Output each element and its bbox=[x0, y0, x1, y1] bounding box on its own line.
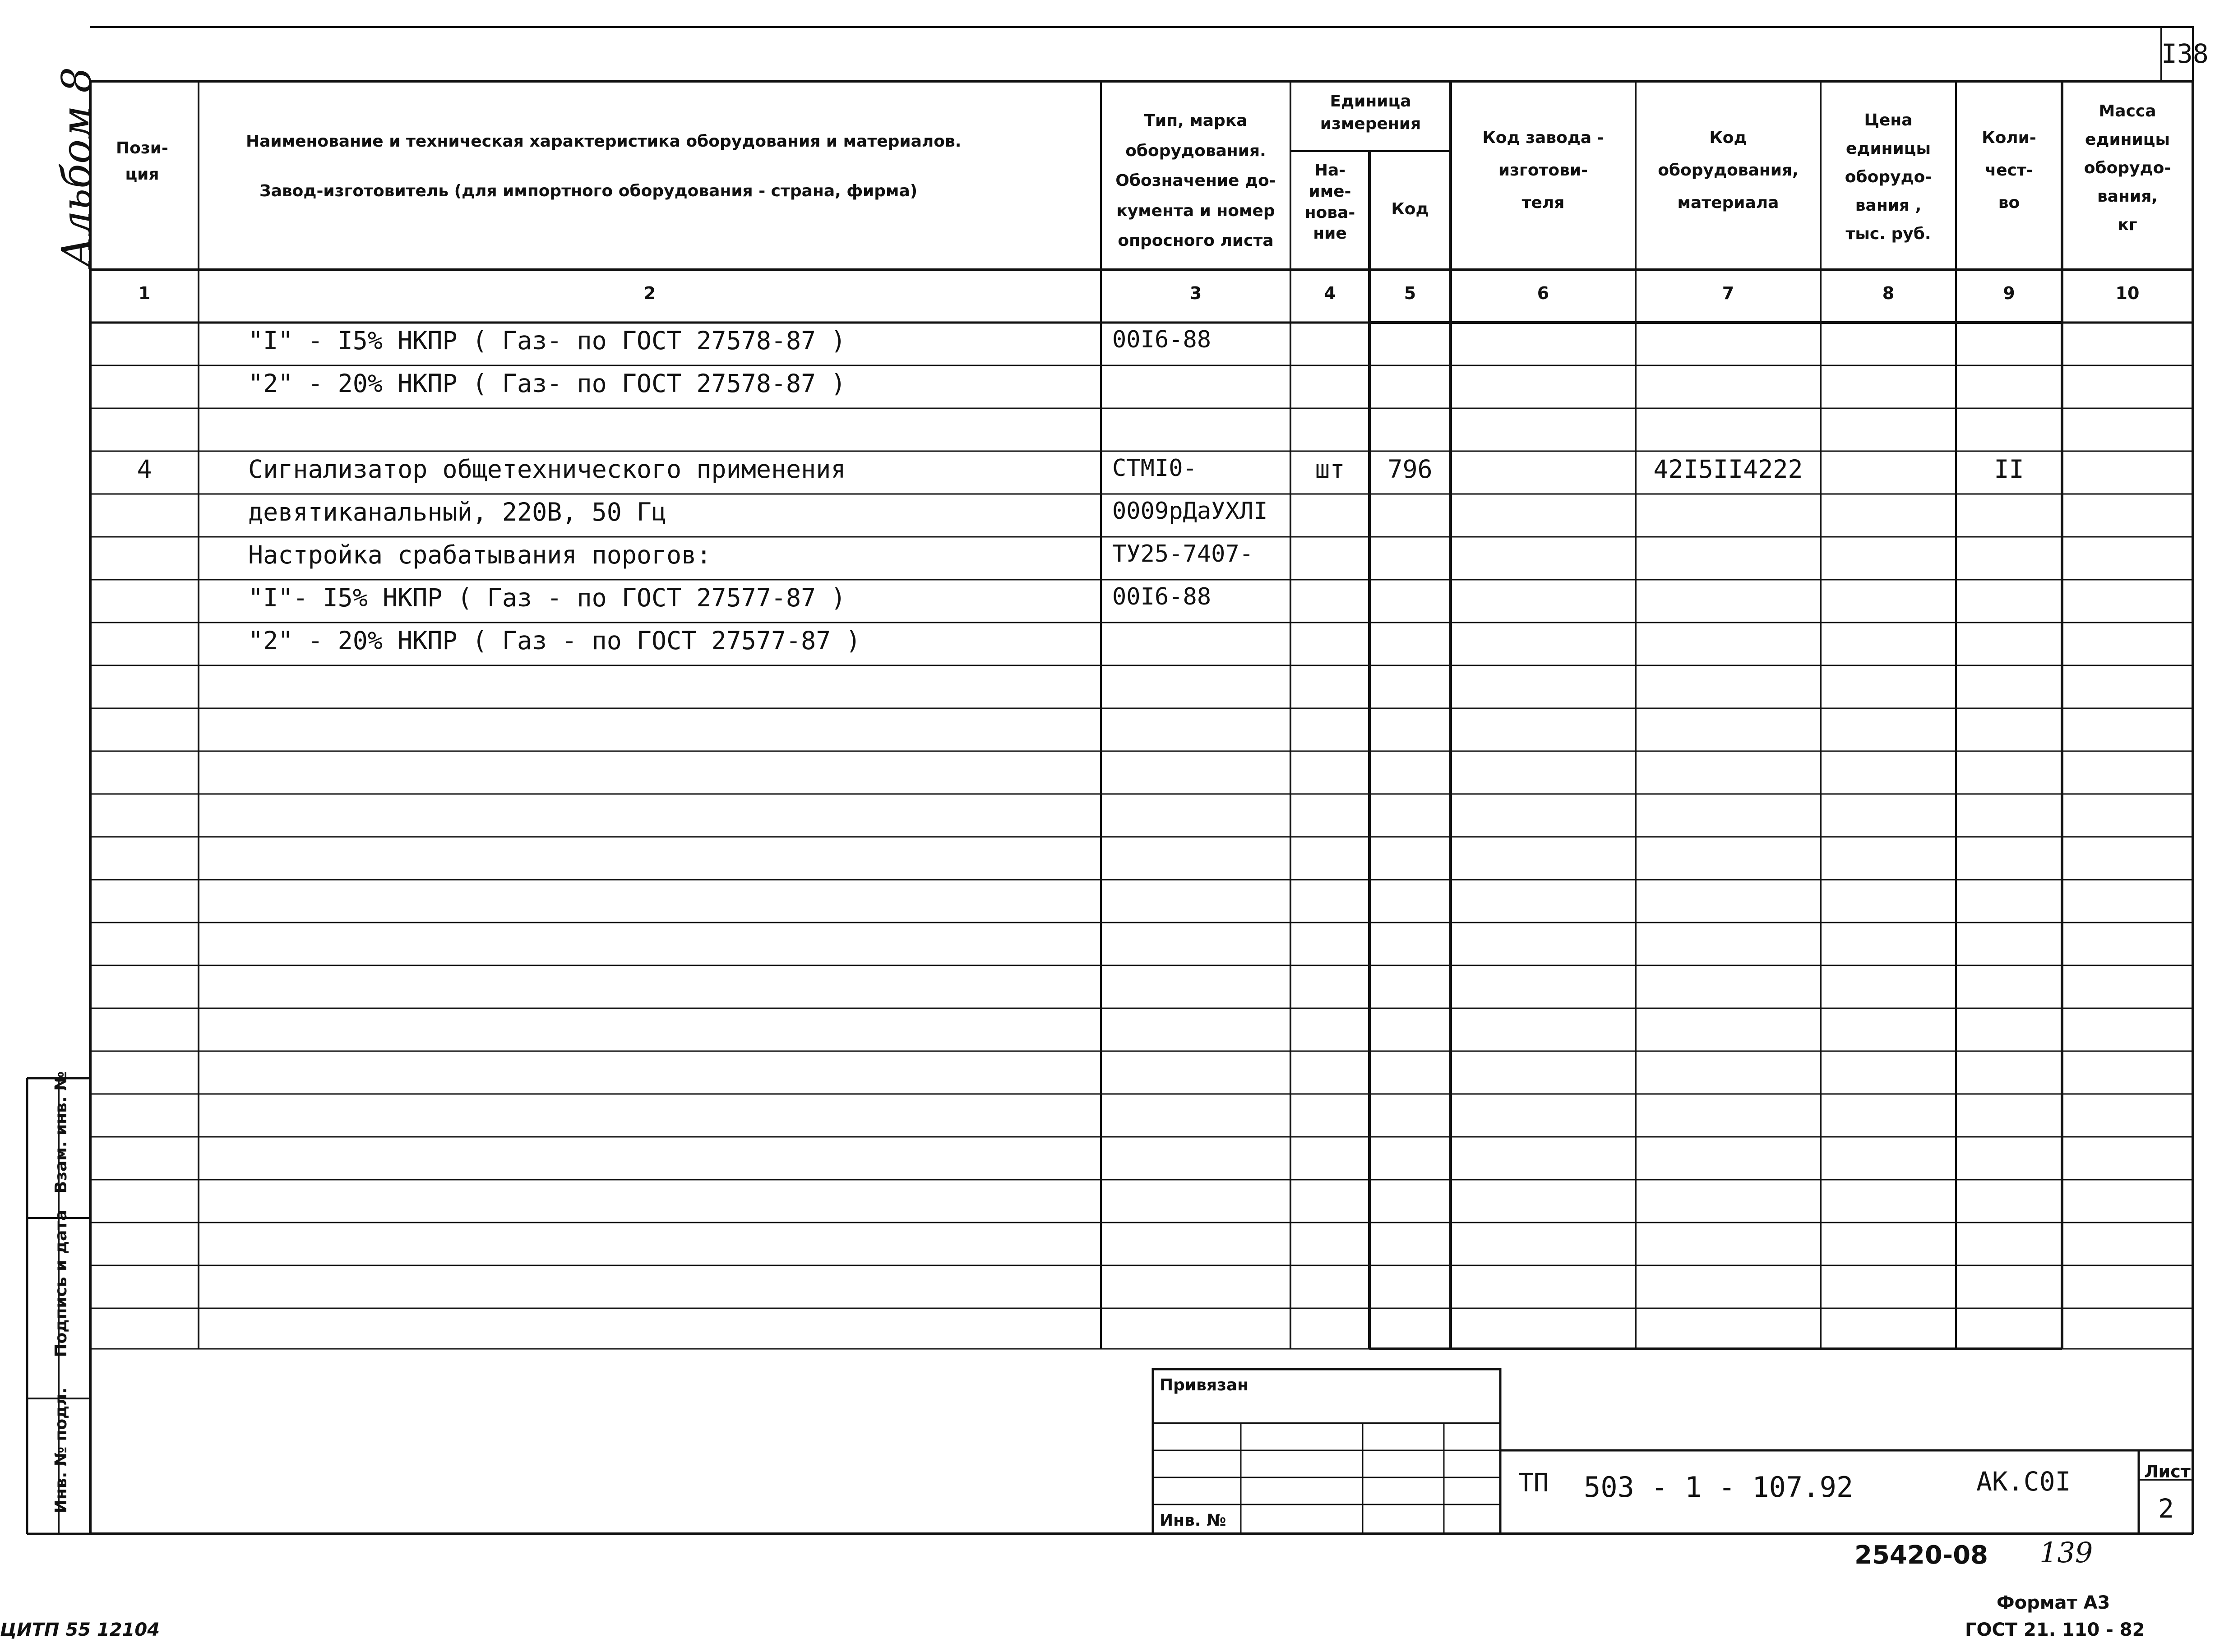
cell-name: Сигнализатор общетехнического применения bbox=[248, 455, 846, 484]
album-label: Альбом 8 bbox=[53, 67, 101, 268]
title-block-list-number: 2 bbox=[2158, 1493, 2174, 1524]
side-stamp-inv-podl: Инв. № подл. bbox=[52, 1387, 70, 1514]
cell-name: Настройка срабатывания порогов: bbox=[248, 540, 712, 569]
side-stamp-vzam-inv: Взам. инв. № bbox=[52, 1071, 70, 1194]
header-unit-group: Единица измерения bbox=[1320, 92, 1421, 134]
column-number-8: 8 bbox=[1882, 283, 1895, 303]
column-number-2: 2 bbox=[643, 283, 656, 303]
cell-type: СТМI0- bbox=[1112, 455, 1197, 482]
cell-quantity: II bbox=[1994, 455, 2024, 484]
cell-name: "2" - 20% НКПР ( Газ - по ГОСТ 27577-87 ) bbox=[248, 626, 861, 655]
cell-equipment-code: 42I5II4222 bbox=[1653, 455, 1803, 484]
cell-unit-code: 796 bbox=[1387, 455, 1433, 484]
side-stamp-podpis-data: Подпись и дата bbox=[52, 1209, 70, 1357]
cell-name: "2" - 20% НКПР ( Газ- по ГОСТ 27578-87 ) bbox=[248, 369, 846, 398]
header-equipment-code: Код оборудования, материала bbox=[1658, 129, 1799, 212]
column-number-1: 1 bbox=[138, 283, 151, 303]
column-number-9: 9 bbox=[2003, 283, 2015, 303]
cell-type: 00I6-88 bbox=[1112, 583, 1211, 610]
header-quantity: Коли- чест- во bbox=[1982, 129, 2036, 212]
title-block-list-label: Лист bbox=[2144, 1462, 2191, 1481]
footer-order-number: 25420-08 bbox=[1854, 1541, 1988, 1570]
footer-sheet-number: 139 bbox=[2039, 1536, 2093, 1569]
cell-type: 0009рДаУХЛI bbox=[1112, 498, 1268, 525]
header-type: Тип, марка оборудования. Обозначение до- кумента и номер опросного листа bbox=[1115, 111, 1276, 250]
header-name-line1: Наименование и техническая характеристика оборудования и материалов. bbox=[246, 132, 962, 151]
cell-name: "I" - I5% НКПР ( Газ- по ГОСТ 27578-87 ) bbox=[248, 326, 846, 355]
header-plant-code: Код завода - изготови- теля bbox=[1482, 129, 1604, 212]
header-position: Пози- ция bbox=[116, 139, 168, 184]
header-unit-name: На- име- нова- ние bbox=[1304, 161, 1355, 243]
cell-type: ТУ25-7407- bbox=[1112, 540, 1254, 568]
column-number-7: 7 bbox=[1722, 283, 1734, 303]
header-name-line2: Завод-изготовитель (для импортного оборудования - страна, фирма) bbox=[259, 182, 918, 200]
cell-name: девятиканальный, 220В, 50 Гц bbox=[248, 498, 667, 526]
cell-type: 00I6-88 bbox=[1112, 326, 1211, 353]
column-number-5: 5 bbox=[1404, 283, 1416, 303]
header-unit-code: Код bbox=[1391, 200, 1429, 218]
title-block-tp-prefix: ТП bbox=[1518, 1468, 1549, 1498]
title-block-tp-number: 503 - 1 - 107.92 bbox=[1584, 1471, 1854, 1504]
title-block-doc-code: АК.С0I bbox=[1976, 1466, 2071, 1497]
column-number-6: 6 bbox=[1537, 283, 1549, 303]
footer-format: Формат А3 bbox=[1997, 1592, 2110, 1613]
title-block-privyazan: Привязан bbox=[1160, 1376, 1249, 1394]
column-number-4: 4 bbox=[1324, 283, 1336, 303]
header-price: Цена единицы оборудо- вания , тыс. руб. bbox=[1845, 111, 1932, 243]
cell-position: 4 bbox=[137, 455, 152, 484]
top-page-number: I38 bbox=[2161, 38, 2209, 69]
column-number-10: 10 bbox=[2115, 283, 2140, 303]
cell-unit-name: шт bbox=[1315, 455, 1345, 484]
cell-name: "I"- I5% НКПР ( Газ - по ГОСТ 27577-87 ) bbox=[248, 583, 846, 612]
column-number-3: 3 bbox=[1189, 283, 1202, 303]
footer-gost: ГОСТ 21. 110 - 82 bbox=[1965, 1620, 2145, 1640]
header-mass: Масса единицы оборудо- вания, кг bbox=[2084, 102, 2171, 234]
title-block-inv-no: Инв. № bbox=[1160, 1511, 1226, 1530]
footer-org: ЦИТП 55 12104 bbox=[0, 1620, 160, 1640]
